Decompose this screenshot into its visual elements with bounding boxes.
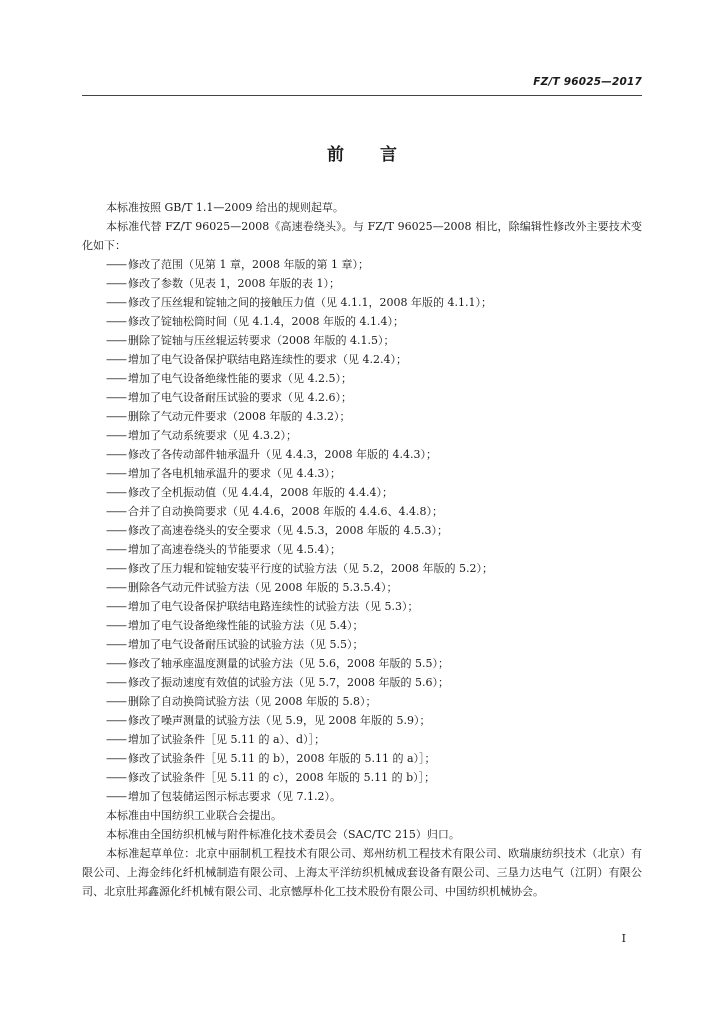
intro-paragraph: 本标准按照 GB/T 1.1—2009 给出的规则起草。 xyxy=(106,201,344,214)
change-item-text: 修改了参数（见表 1，2008 年版的表 1）； xyxy=(128,277,340,290)
list-dash: —— xyxy=(106,448,126,461)
change-item xyxy=(82,521,642,540)
change-item-text: 合并了自动换筒要求（见 4.4.6，2008 年版的 4.4.6、4.4.8）； xyxy=(128,505,443,518)
change-item-text: 增加了气动系统要求（见 4.3.2）； xyxy=(128,429,297,442)
change-item-text: 修改了噪声测量的试验方法（见 5.9，见 2008 年版的 5.9）； xyxy=(128,714,431,727)
change-item-text: 增加了电气设备保护联结电路连续性的试验方法（见 5.3）； xyxy=(128,600,419,613)
standard-code: FZ/T 96025—2017 xyxy=(533,76,642,88)
change-item xyxy=(82,730,642,749)
list-dash: —— xyxy=(106,733,126,746)
page-title: 前言 xyxy=(327,145,433,165)
change-item xyxy=(82,502,642,521)
change-item xyxy=(82,559,642,578)
list-dash: —— xyxy=(106,752,126,765)
change-item xyxy=(82,768,642,787)
change-item xyxy=(82,787,642,806)
change-item-text: 增加了电气设备保护联结电路连续性的要求（见 4.2.4）； xyxy=(128,353,407,366)
change-item xyxy=(82,331,642,350)
list-dash: —— xyxy=(106,429,126,442)
change-item xyxy=(82,692,642,711)
list-dash: —— xyxy=(106,581,126,594)
technical-changes-list xyxy=(82,255,642,806)
list-dash: —— xyxy=(106,505,126,518)
change-item xyxy=(82,578,642,597)
list-dash: —— xyxy=(106,277,126,290)
change-item xyxy=(82,274,642,293)
page-number: I xyxy=(621,932,626,945)
change-item-text: 增加了各电机轴承温升的要求（见 4.4.3）； xyxy=(128,467,341,480)
change-item-text: 增加了电气设备耐压试验的要求（见 4.2.6）； xyxy=(128,391,352,404)
change-item xyxy=(82,293,642,312)
change-item-text: 修改了全机振动值（见 4.4.4，2008 年版的 4.4.4）； xyxy=(128,486,393,499)
change-item-text: 删除各气动元件试验方法（见 2008 年版的 5.3.5.4）； xyxy=(128,581,398,594)
change-item-text: 修改了锭轴松筒时间（见 4.1.4，2008 年版的 4.1.4）； xyxy=(128,315,404,328)
change-item-text: 增加了电气设备耐压试验的试验方法（见 5.5）； xyxy=(128,638,364,651)
change-item xyxy=(82,464,642,483)
change-item xyxy=(82,711,642,730)
change-item xyxy=(82,654,642,673)
list-dash: —— xyxy=(106,619,126,632)
closing-paragraph: 本标准由中国纺织工业联合会提出。 xyxy=(106,809,282,822)
change-item-text: 修改了振动速度有效值的试验方法（见 5.7，2008 年版的 5.6）； xyxy=(128,676,449,689)
list-dash: —— xyxy=(106,486,126,499)
change-item-text: 增加了电气设备绝缘性能的试验方法（见 5.4）； xyxy=(128,619,364,632)
list-dash: —— xyxy=(106,315,126,328)
list-dash: —— xyxy=(106,562,126,575)
list-dash: —— xyxy=(106,676,126,689)
list-dash: —— xyxy=(106,524,126,537)
change-item-text: 增加了高速卷绕头的节能要求（见 4.5.4）； xyxy=(128,543,341,556)
change-item-text: 修改了各传动部件轴承温升（见 4.4.3，2008 年版的 4.4.3）； xyxy=(128,448,437,461)
change-item-text: 删除了锭轴与压丝辊运转要求（2008 年版的 4.1.5）； xyxy=(128,334,395,347)
change-item-text: 增加了包装储运图示标志要求（见 7.1.2）。 xyxy=(128,790,341,803)
list-dash: —— xyxy=(106,391,126,404)
intro-paragraph: 本标准代替 FZ/T 96025—2008《高速卷绕头》。与 FZ/T 96025—2008 相比，除编辑性修改外主要技术变化如下： xyxy=(82,220,642,252)
change-item-text: 修改了轴承座温度测量的试验方法（见 5.6，2008 年版的 5.5）； xyxy=(128,657,449,670)
list-dash: —— xyxy=(106,695,126,708)
change-item-text: 删除了自动换筒试验方法（见 2008 年版的 5.8）； xyxy=(128,695,377,708)
change-item-text: 修改了试验条件［见 5.11 的 c），2008 年版的 5.11 的 b）］； xyxy=(128,771,436,784)
list-dash: —— xyxy=(106,638,126,651)
change-item xyxy=(82,407,642,426)
change-item-text: 修改了高速卷绕头的安全要求（见 4.5.3，2008 年版的 4.5.3）； xyxy=(128,524,448,537)
list-dash: —— xyxy=(106,353,126,366)
list-dash: —— xyxy=(106,372,126,385)
list-dash: —— xyxy=(106,771,126,784)
change-item xyxy=(82,312,642,331)
change-item xyxy=(82,483,642,502)
change-item xyxy=(82,255,642,274)
list-dash: —— xyxy=(106,258,126,271)
change-item xyxy=(82,597,642,616)
list-dash: —— xyxy=(106,334,126,347)
change-item xyxy=(82,749,642,768)
drafting-units-paragraph: 本标准起草单位：北京中丽制机工程技术有限公司、郑州纺机工程技术有限公司、欧瑞康纺织技术（北京）有限公司、上海金纬化纤机械制造有限公司、上海太平洋纺织机械成套设备有限公司、三垦力达电气（江阴）有限公司、北京肚邦鑫源化纤机械有限公司、北京憾厚朴化工技术股份有限公司、中国纺织机械协会。 xyxy=(82,847,642,898)
change-item xyxy=(82,426,642,445)
change-item xyxy=(82,540,642,559)
change-item xyxy=(82,369,642,388)
change-item-text: 修改了试验条件［见 5.11 的 b），2008 年版的 5.11 的 a）］； xyxy=(128,752,436,765)
change-item xyxy=(82,635,642,654)
list-dash: —— xyxy=(106,296,126,309)
change-item-text: 增加了试验条件［见 5.11 的 a）、d）］； xyxy=(128,733,326,746)
list-dash: —— xyxy=(106,467,126,480)
change-item-text: 删除了气动元件要求（2008 年版的 4.3.2）； xyxy=(128,410,351,423)
list-dash: —— xyxy=(106,410,126,423)
change-item xyxy=(82,388,642,407)
change-item xyxy=(82,350,642,369)
change-item-text: 修改了范围（见第 1 章，2008 年版的第 1 章）； xyxy=(128,258,369,271)
closing-paragraph: 本标准由全国纺织机械与附件标准化技术委员会（SAC/TC 215）归口。 xyxy=(106,828,460,841)
list-dash: —— xyxy=(106,790,126,803)
list-dash: —— xyxy=(106,657,126,670)
list-dash: —— xyxy=(106,600,126,613)
foreword-body xyxy=(82,198,642,901)
change-item xyxy=(82,673,642,692)
change-item-text: 增加了电气设备绝缘性能的要求（见 4.2.5）； xyxy=(128,372,352,385)
change-item xyxy=(82,616,642,635)
change-item-text: 修改了压力辊和锭轴安装平行度的试验方法（见 5.2，2008 年版的 5.2）； xyxy=(128,562,493,575)
header-rule xyxy=(82,95,642,96)
list-dash: —— xyxy=(106,543,126,556)
change-item-text: 修改了压丝辊和锭轴之间的接触压力值（见 4.1.1，2008 年版的 4.1.1）； xyxy=(128,296,492,309)
change-item xyxy=(82,445,642,464)
list-dash: —— xyxy=(106,714,126,727)
